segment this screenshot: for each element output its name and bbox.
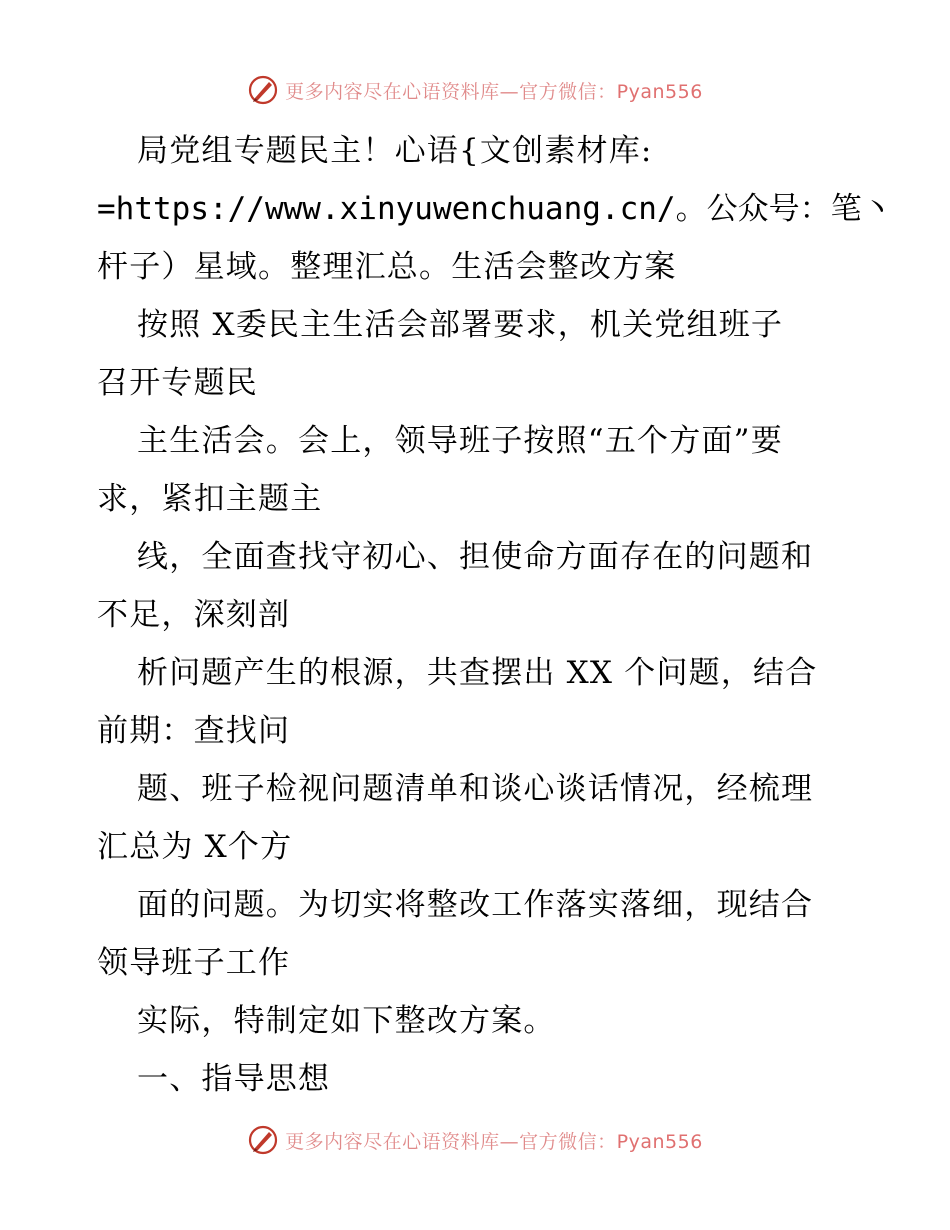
text-line-4: 按照 X委民主生活会部署要求，机关党组班子	[137, 307, 784, 343]
text-line-12: 题、班子检视问题清单和谈心谈话情况，经梳理	[137, 771, 814, 807]
banner-text: 更多内容尽在心语资料库—官方微信：Pyan556	[285, 80, 703, 103]
text-line-11: 前期：查找问	[97, 713, 291, 749]
text-line-6: 主生活会。会上，领导班子按照“五个方面”要	[137, 423, 783, 459]
text-line-3: 杆子）星域。整理汇总。生活会整改方案	[97, 249, 677, 285]
text-line-13: 汇总为 X个方	[97, 829, 293, 865]
text-line-15: 领导班子工作	[97, 945, 291, 981]
banner-text: 更多内容尽在心语资料库—官方微信：Pyan556	[285, 1130, 703, 1153]
section-heading-1: 一、指导思想	[137, 1061, 331, 1097]
banner-wechat-id: Pyan556	[616, 1130, 703, 1153]
footer-watermark-banner	[0, 1120, 950, 1160]
text-line-5: 召开专题民	[97, 365, 258, 401]
text-line-16: 实际，特制定如下整改方案。	[137, 1003, 556, 1039]
banner-wechat-id: Pyan556	[616, 80, 703, 103]
header-watermark-banner	[0, 70, 950, 110]
text-line-7: 求，紧扣主题主	[97, 481, 323, 517]
quill-pen-icon	[247, 1124, 279, 1156]
quill-pen-icon	[247, 74, 279, 106]
text-line-9: 不足，深刻剖	[97, 597, 291, 633]
text-line-14: 面的问题。为切实将整改工作落实落细，现结合	[137, 887, 814, 923]
text-line-1: 局党组专题民主！心语{文创素材库:	[137, 133, 653, 169]
text-line-8: 线，全面查找守初心、担使命方面存在的问题和	[137, 539, 814, 575]
text-line-10: 析问题产生的根源，共查摆出 XX 个问题，结合	[137, 655, 818, 691]
text-line-2: =https://www.xinyuwenchuang.cn/。公众号：笔丶	[97, 191, 893, 227]
document-body	[97, 122, 893, 1108]
